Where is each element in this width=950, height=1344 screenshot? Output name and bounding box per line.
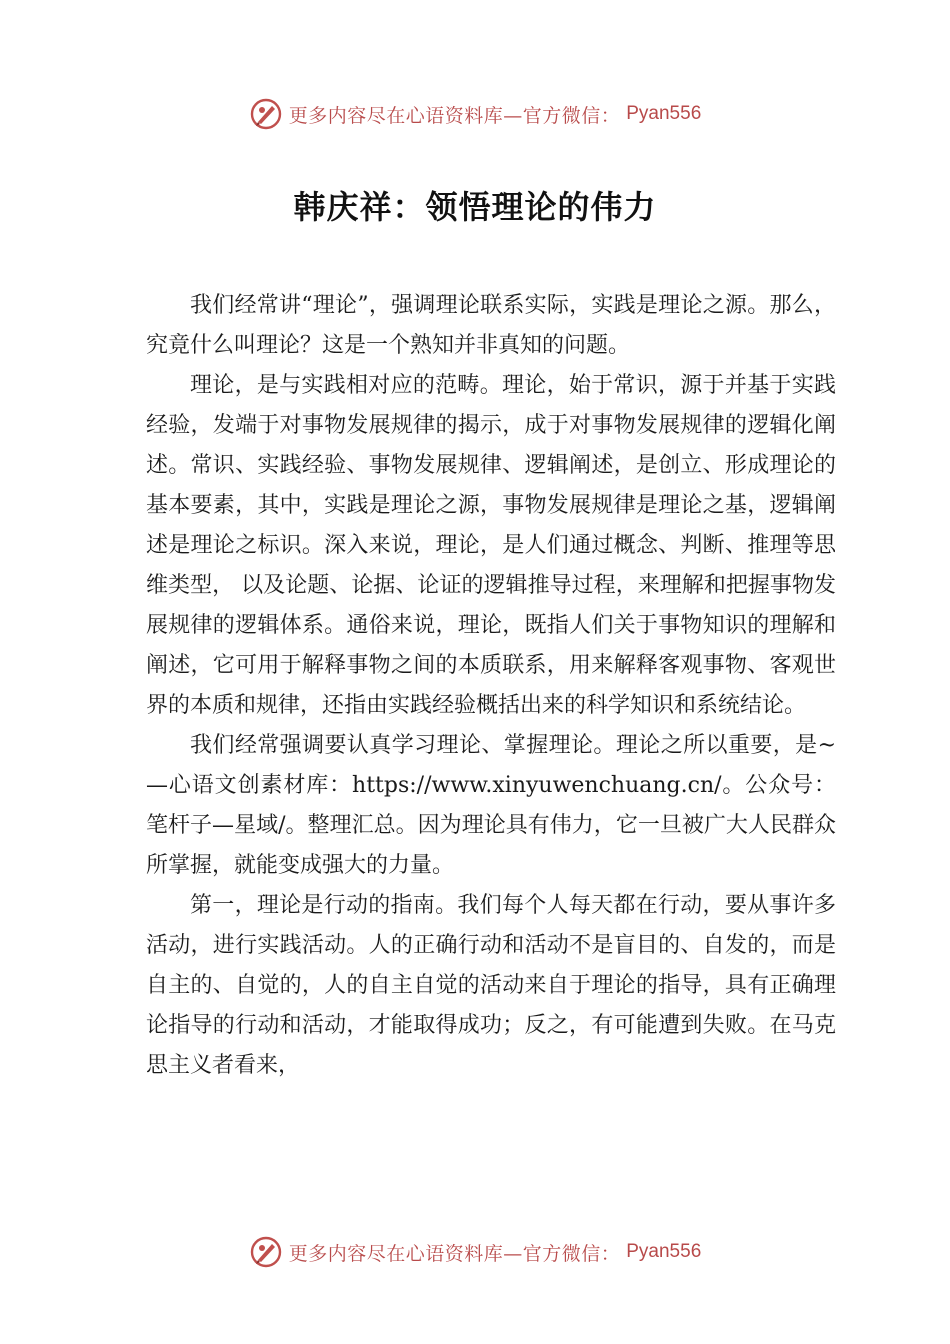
quill-logo-icon xyxy=(249,1235,283,1269)
banner-wechat-id: Pyan556 xyxy=(626,103,702,124)
quill-logo-icon xyxy=(249,97,283,131)
banner-text: 更多内容尽在心语资料库—官方微信： xyxy=(288,104,621,127)
paragraph: 我们经常强调要认真学习理论、掌握理论。理论之所以重要，是~—心语文创素材库：https://www.xinyuwenchuang.cn/。公众号：笔杆子—星域/。整理汇总。因为理论具有伟力，它一旦被广大人民群众所掌握，就能变成强大的力量。 xyxy=(146,733,836,878)
article-title: 韩庆祥：领悟理论的伟力 xyxy=(293,188,657,226)
banner-wechat-id: Pyan556 xyxy=(626,1241,702,1262)
article-body xyxy=(146,286,836,1086)
paragraph: 理论，是与实践相对应的范畴。理论，始于常识，源于并基于实践经验，发端于对事物发展规律的揭示，成于对事物发展规律的逻辑化阐述。常识、实践经验、事物发展规律、逻辑阐述，是创立、形成理论的基本要素，其中，实践是理论之源，事物发展规律是理论之基，逻辑阐述是理论之标识。深入来说，理论，是人们通过概念、判断、推理等思维类型， 以及论题、论据、论证的逻辑推导过程，来理解和把握事物发展规律的逻辑体系。通俗来说，理论，既指人们关于事物知识的理解和阐述，它可用于解释事物之间的本质联系，用来解释客观事物、客观世界的本质和规律，还指由实践经验概括出来的科学知识和系统结论。 xyxy=(146,373,836,718)
footer-banner xyxy=(0,1230,950,1274)
banner-text: 更多内容尽在心语资料库—官方微信： xyxy=(288,1242,621,1265)
header-banner xyxy=(0,92,950,136)
paragraph: 第一，理论是行动的指南。我们每个人每天都在行动，要从事许多活动，进行实践活动。人的正确行动和活动不是盲目的、自发的，而是自主的、自觉的，人的自主自觉的活动来自于理论的指导，具有正确理论指导的行动和活动，才能取得成功；反之，有可能遭到失败。在马克思主义者看来， xyxy=(146,893,836,1078)
paragraph: 我们经常讲“理论”，强调理论联系实际，实践是理论之源。那么，究竟什么叫理论？这是一个熟知并非真知的问题。 xyxy=(146,293,836,358)
